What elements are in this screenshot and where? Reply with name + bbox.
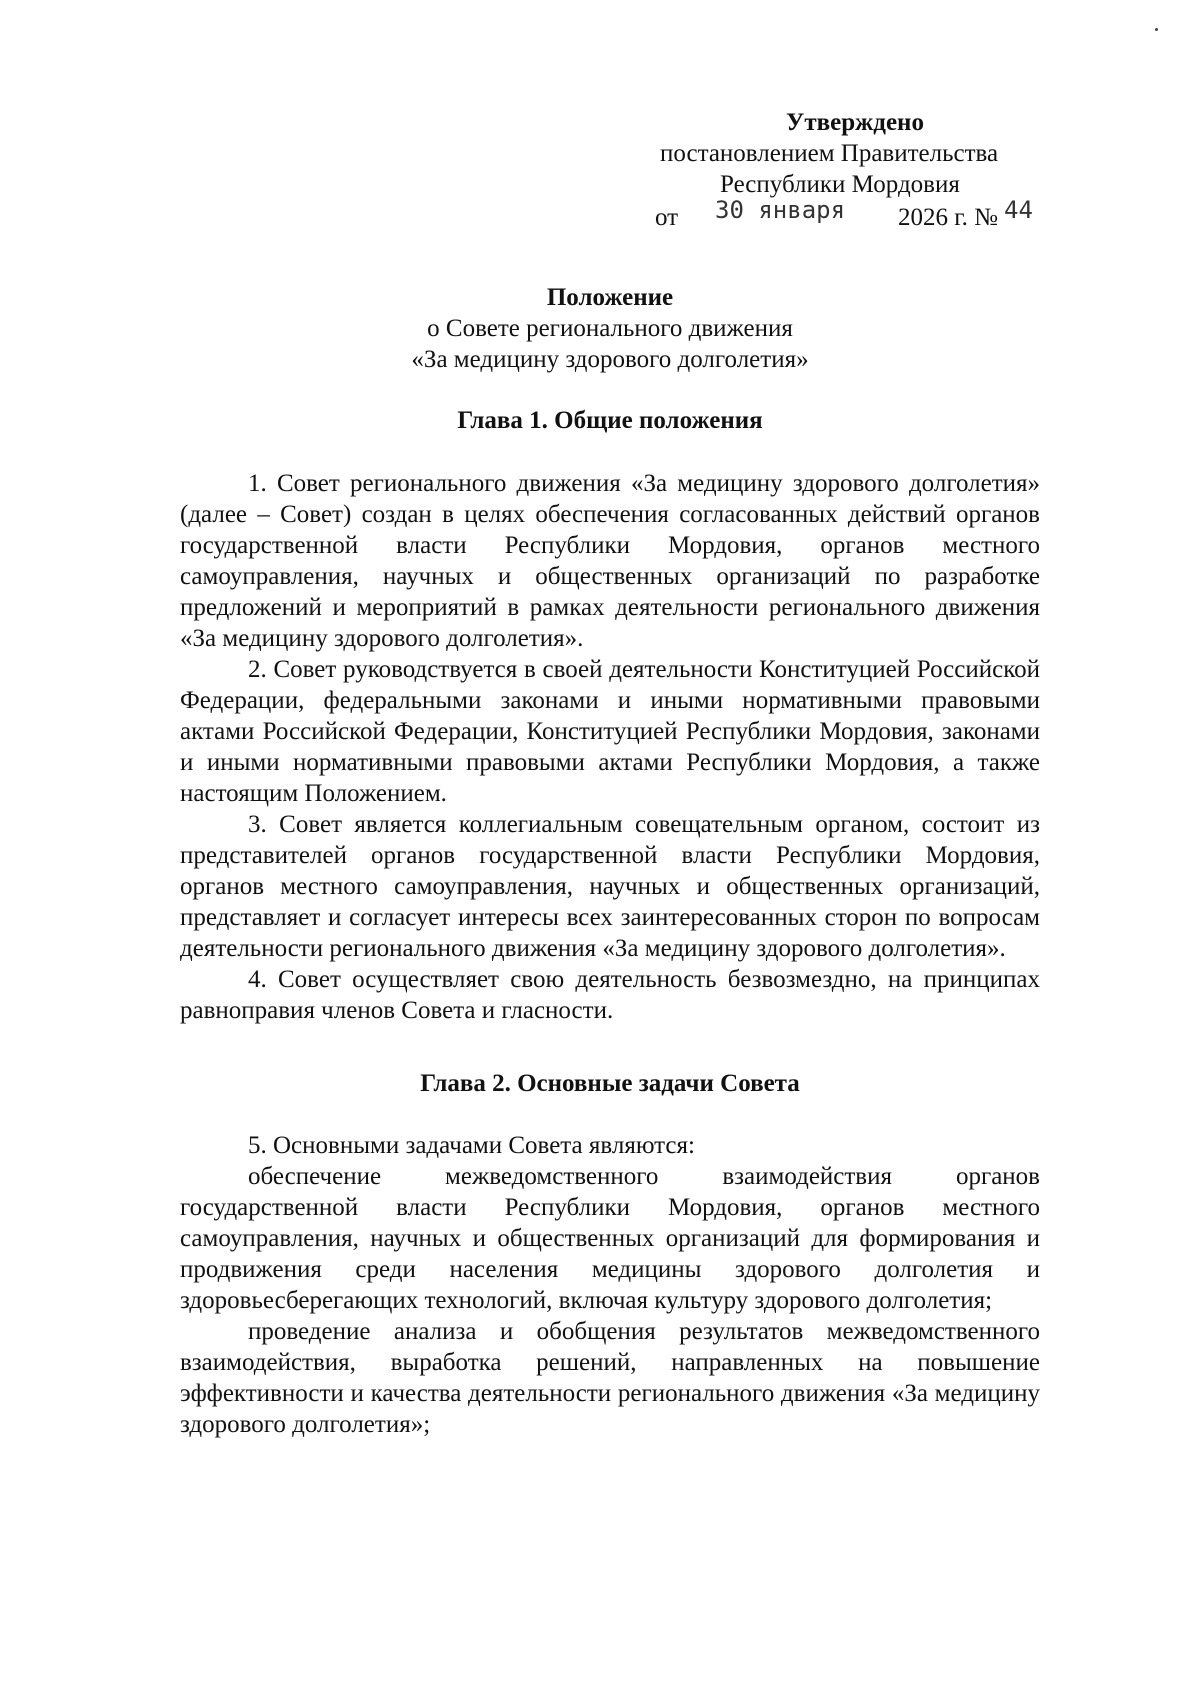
approval-stamp [640, 107, 1040, 231]
chapter2-heading: Глава 2. Основные задачи Совета [420, 1070, 800, 1097]
chapter2-body [180, 1130, 1040, 1440]
date-year: 2026 г. № [898, 204, 999, 231]
paragraph-2: 2. Совет руководствуется в своей деятельности Конституцией Российской Федерации, федеральными законами и иными нормативными правовыми актами Российской Федерации, Конституцией Республики Мордовия, законами и иными нормативными правовыми актами Республики Мордовия, а также настоящим Положением. [180, 656, 1040, 807]
paragraph-1: 1. Совет регионального движения «За медицину здорового долголетия» (далее – Совет) создан в целях обеспечения согласованных действий органов государственной власти Республики Мордовия, органов местного самоуправления, научных и общественных организаций по разработке предложений и мероприятий в рамках деятельности регионального движения «За медицину здорового долголетия». [180, 470, 1040, 652]
paragraph-3: 3. Совет является коллегиальным совещательным органом, состоит из представителей органов государственной власти Республики Мордовия, органов местного самоуправления, научных и общественных организаций, представляет и согласует интересы всех заинтересованных сторон по вопросам деятельности регионального движения «За медицину здорового долголетия». [180, 811, 1040, 962]
document-subtitle-line1: о Совете регионального движения [427, 315, 793, 342]
date-day: 30 января [715, 196, 846, 224]
chapter1-body [180, 468, 1040, 1026]
approval-date-line [640, 196, 1040, 231]
paragraph-5: 5. Основными задачами Совета являются: [248, 1132, 695, 1159]
chapter1-heading: Глава 1. Общие положения [457, 407, 763, 434]
paragraph-4: 4. Совет осуществляет свою деятельность безвозмездно, на принципах равноправия членов Совета и гласности. [180, 966, 1040, 1024]
document-title: Положение [546, 284, 674, 311]
scan-speck [1155, 28, 1158, 31]
document-number: 44 [1004, 196, 1033, 224]
approval-line-resolution: постановлением Правительства [660, 140, 999, 167]
document-title-block [180, 282, 1040, 375]
task-item-2: проведение анализа и обобщения результатов межведомственного взаимодействия, выработка решений, направленных на повышение эффективности и качества деятельности регионального движения «За медицину здорового долголетия»; [180, 1318, 1040, 1438]
approval-title: Утверждено [786, 109, 924, 136]
document-subtitle-line2: «За медицину здорового долголетия» [411, 346, 809, 373]
approval-line-republic: Республики Мордовия [720, 171, 960, 198]
task-item-1: обеспечение межведомственного взаимодействия органов государственной власти Республики Мордовия, органов местного самоуправления, научных и общественных организаций для формирования и продвижения среди населения медицины здорового долголетия и здоровьесберегающих технологий, включая культуру здорового долголетия; [180, 1163, 1040, 1314]
date-prefix: от [655, 204, 679, 231]
